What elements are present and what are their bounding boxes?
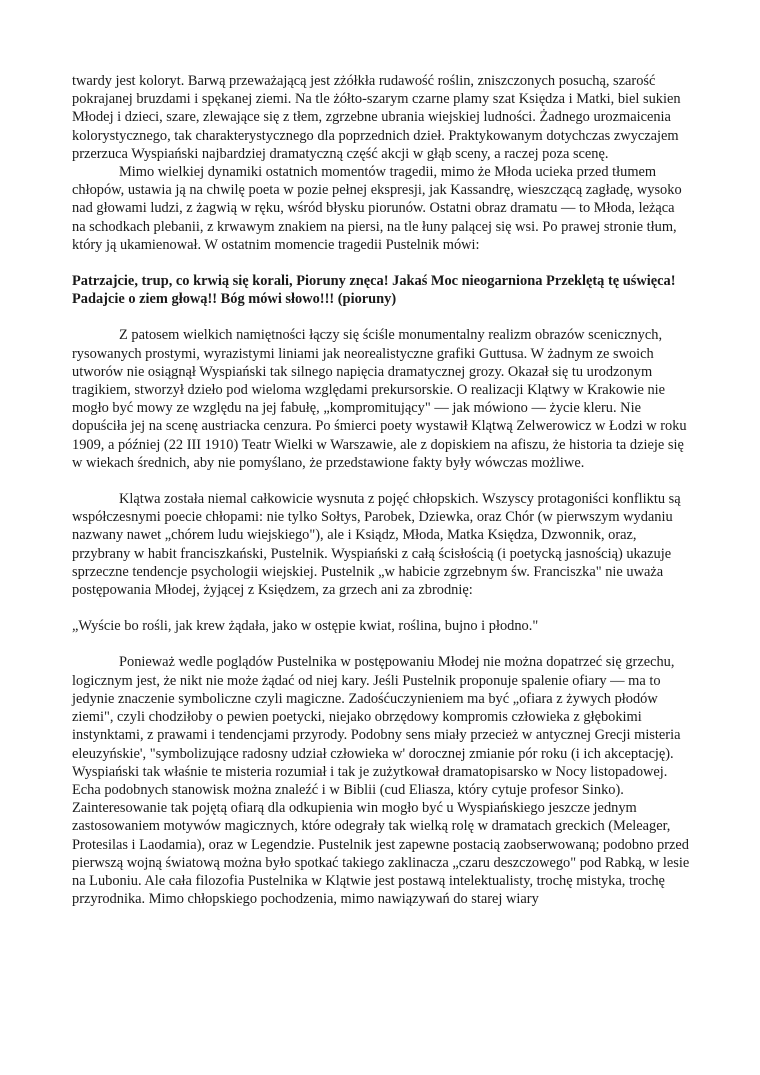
hermit-quote-line-1: Patrzajcie, trup, co krwią się korali, Pioruny znęca! Jakaś Moc nieogarniona Przeklętą tę uświęca!	[72, 273, 676, 290]
paragraph-peasant-concepts: Klątwa została niemal całkowicie wysnuta z pojęć chłopskich. Wszyscy protagoniści konfliktu są współczesnymi poecie chłopami: nie tylko Sołtys, Parobek, Dziewka, oraz Chór (w pierwszym wydaniu nazwany nawet „chórem ludu wiejskiego"), ale i Ksiądz, Młoda, Matka Księdza, Dzwonnik, oraz, przybrany w habit franciszkański, Pustelnik. Wyspiański z całą ścisłością (i poetycką jasnością) ukazuje sprzeczne tendencje psychologii wiejskiej. Pustelnik „w habicie zgrzebnym św. Franciszka" nie uważa postępowania Młodej, żyjącej z Księdzem, za grzech ani za zbrodnię:	[72, 491, 681, 599]
hermit-quote-line-2: Padajcie o ziem głową!! Bóg mówi słowo!!! (pioruny)	[72, 291, 397, 308]
quote-growth: „Wyście bo rośli, jak krew żądała, jako w ostępie kwiat, roślina, bujno i płodno."	[72, 618, 539, 635]
paragraph-final-moments: Mimo wielkiej dynamiki ostatnich momentów tragedii, mimo że Młoda ucieka przed tłumem chłopów, ustawia ją na chwilę poeta w pozie pełnej ekspresji, jak Kassandrę, wieszczącą zagładę, wysoko nad głowami ludzi, z żagwią w ręku, wśród błysku piorunów. Ostatni obraz dramatu — to Młoda, leżąca na schodkach plebanii, z krwawym znakiem na piersi, na tle łuny palącej się wsi. Po prawej stronie tłum, który ją ukamienował. W ostatnim momencie tragedii Pustelnik mówi:	[72, 164, 682, 253]
paragraph-realism: Z patosem wielkich namiętności łączy się ściśle monumentalny realizm obrazów scenicznych, rysowanych prostymi, wyrazistymi liniami jak neorealistyczne grafiki Guttusa. W żadnym ze swoich utworów nie osiągnął Wyspiański tak silnego napięcia dramatycznej grozy. Okazał się tu urodzonym tragikiem, stworzył dzieło pod wieloma względami prekursorskie. O realizacji Klątwy w Krakowie nie mogło być mowy ze względu na jej fabułę, „kompromitujący" — jak mówiono — życie kleru. Nie dopuściła jej na scenę austriacka cenzura. Po śmierci poety wystawił Klątwą Zelwerowicz w Łodzi w roku 1909, a później (22 III 1910) Teatr Wielki w Warszawie, ale z dopiskiem na afiszu, że historia ta dzieje się w wiekach średnich, aby nie pomyślano, że przedstawione fakty były wówczas możliwe.	[72, 327, 687, 471]
paragraph-sacrifice: Ponieważ wedle poglądów Pustelnika w postępowaniu Młodej nie można dopatrzeć się grzechu, logicznym jest, że nikt nie może żądać od niej kary. Jeśli Pustelnik proponuje spalenie ofiary — ma to jedynie znaczenie symboliczne czyli magiczne. Zadośćuczynieniem ma być „ofiara z żywych płodów ziemi", czyli chodziłoby o pewien poetycki, niejako obrzędowy kompromis człowieka z głębokimi instynktami, z prawami i tendencjami przyrody. Podobny sens miały przecież w antycznej Grecji misteria eleuzyńskie', "symbolizujące radosny udział człowieka w' dorocznej zmianie pór roku (i ich akceptację). Wyspiański tak właśnie te misteria rozumiał i tak je zużytkował dramatopisarsko w Nocy listopadowej. Echa podobnych stanowisk można znaleźć i w Biblii (cud Eliasza, który cytuje profesor Sinko). Zainteresowanie tak pojętą ofiarą dla odkupienia win mogło być u Wyspiańskiego jeszcze jednym zastosowaniem motywów magicznych, które odegrały tak wielką rolę w dramatach greckich (Meleager, Protesilas i Laodamia), oraz w Legendzie. Pustelnik jest zapewne postacią zaobserwowaną; podobno przed pierwszą wojną światową można było spotkać takiego zaklinacza „czaru deszczowego" pod Rabką, w lesie na Luboniu. Ale cała filozofia Pustelnika w Klątwie jest postawą intelektualisty, trochę mistyka, trochę przyrodnika. Mimo chłopskiego pochodzenia, mimo nawiązywań do starej wiary	[72, 654, 690, 908]
paragraph-color-description: twardy jest koloryt. Barwą przeważającą jest zżółkła rudawość roślin, zniszczonych posuchą, szarość pokrajanej bruzdami i spękanej ziemi. Na tle żółto-szarym czarne plamy szat Księdza i Matki, biel sukien Młodej i dzieci, szare, zlewające się z tłem, zgrzebne ubrania wiejskiej ludności. Żadnego urozmaicenia kolorystycznego, tak charakterystycznego dla poprzednich dzieł. Praktykowanym dotychczas zwyczajem przerzuca Wyspiański najbardziej dramatyczną część akcji w głąb sceny, a raczej poza scenę.	[72, 73, 681, 162]
hermit-quote-block	[72, 272, 690, 308]
document-page	[72, 72, 690, 908]
